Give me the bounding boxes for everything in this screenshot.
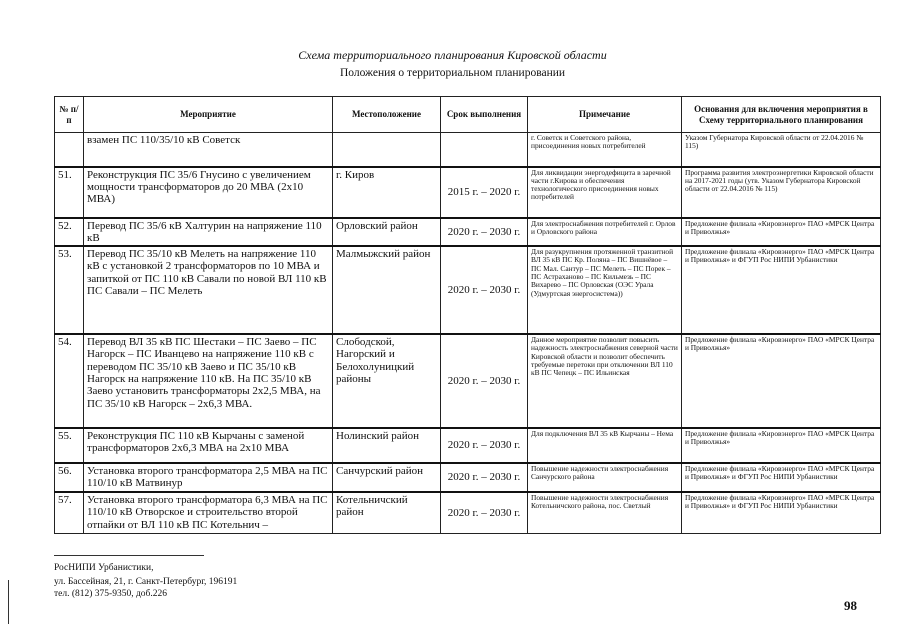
row-basis: Предложение филиала «Кировэнерго» ПАО «МРСК Центра и Приволжья» и ФГУП Рос НИПИ Урбанистики [682, 492, 881, 533]
row-location: Котельничский район [333, 492, 441, 533]
col-header-number: № п/п [55, 97, 84, 133]
row-event: Перевод ВЛ 35 кВ ПС Шестаки – ПС Заево – ПС Нагорск – ПС Иванцево на напряжение 110 кВ с переводом ПС 35/10 кВ Заево и ПС 35/10 кВ Нагорск на напряжение 110 кВ. На ПС 35/10 кВ Заево установить трансформаторы 2х2,5 МВА, на ПС 35/10 кВ Нагорск – 2х6,3 МВА. [84, 334, 333, 428]
row-basis: Предложение филиала «Кировэнерго» ПАО «МРСК Центра и Приволжья» и ФГУП Рос НИПИ Урбанистики [682, 463, 881, 492]
col-header-basis: Основания для включения мероприятия в Схему территориального планирования [682, 97, 881, 133]
row-term [441, 133, 528, 167]
row-note: Повышение надежности электроснабжения Котельничского района, пос. Светлый [528, 492, 682, 533]
row-note: Повышение надежности электроснабжения Санчурского района [528, 463, 682, 492]
row-basis: Предложение филиала «Кировэнерго» ПАО «МРСК Центра и Приволжья» и ФГУП Рос НИПИ Урбанистики [682, 246, 881, 334]
table-row [55, 218, 881, 247]
col-header-term: Срок выполнения [441, 97, 528, 133]
col-header-location: Местоположение [333, 97, 441, 133]
table-row [55, 428, 881, 463]
row-basis: Предложение филиала «Кировэнерго» ПАО «МРСК Центра и Приволжья» [682, 334, 881, 428]
row-event: Установка второго трансформатора 2,5 МВА на ПС 110/10 кВ Матвинур [84, 463, 333, 492]
row-basis: Программа развития электроэнергетики Кировской области на 2017-2021 годы (утв. Указом Губернатора Кировской области от 22.04.2016 № 115) [682, 167, 881, 218]
row-term: 2015 г. – 2020 г. [441, 167, 528, 218]
row-number: 54. [55, 334, 84, 428]
table-row [55, 133, 881, 167]
row-term: 2020 г. – 2030 г. [441, 428, 528, 463]
row-note: Для электроснабжения потребителей г. Орлов и Орловского района [528, 218, 682, 247]
footer-address: ул. Бассейная, 21, г. Санкт-Петербург, 196191 [54, 577, 238, 587]
table-row [55, 334, 881, 428]
row-basis: Указом Губернатора Кировской области от 22.04.2016 № 115) [682, 133, 881, 167]
row-note: Для ликвидации энергодефицита в заречной части г.Кирова и обеспечения технологического присоединения новых потребителей [528, 167, 682, 218]
page-number: 98 [844, 598, 857, 613]
row-term: 2020 г. – 2030 г. [441, 334, 528, 428]
row-location: Малмыжский район [333, 246, 441, 334]
row-term: 2020 г. – 2030 г. [441, 218, 528, 247]
row-term: 2020 г. – 2030 г. [441, 492, 528, 533]
row-basis: Предложение филиала «Кировэнерго» ПАО «МРСК Центра и Приволжья» [682, 428, 881, 463]
row-event: Реконструкция ПС 35/6 Гнусино с увеличением мощности трансформаторов до 20 МВА (2х10 МВА) [84, 167, 333, 218]
row-note: Данное мероприятие позволит повысить надежность электроснабжения северной части Кировской области и позволит обеспечить требуемые перетоки при отключении ВЛ 110 кВ ПС Чепецк – ПС Ильинская [528, 334, 682, 428]
col-header-event: Мероприятие [84, 97, 333, 133]
document-title: Схема территориального планирования Кировской области [298, 48, 607, 62]
row-event: Установка второго трансформатора 6,3 МВА на ПС 110/10 кВ Отворское и строительство второй отпайки от ВЛ 110 кВ ПС Котельнич – [84, 492, 333, 533]
table-row [55, 246, 881, 334]
row-number: 55. [55, 428, 84, 463]
row-note: г. Советск и Советского района, присоединения новых потребителей [528, 133, 682, 167]
table-row [55, 492, 881, 533]
row-basis: Предложение филиала «Кировэнерго» ПАО «МРСК Центра и Приволжья» [682, 218, 881, 247]
table-header-row [55, 97, 881, 133]
row-note: Для разукрупнения протяженной транзитной ВЛ 35 кВ ПС Кр. Поляна – ПС Вишнёвое – ПС Мал. Сантур – ПС Мелеть – ПС Порек – ПС Астраханово – ПС Кильмезь – ПС Вихарево – ПС Орловская (ОЭС Урала (Удмуртская энергосистема)) [528, 246, 682, 334]
row-event: Перевод ПС 35/10 кВ Мелеть на напряжение 110 кВ с установкой 2 трансформаторов по 10 МВА и запиткой от ПС 110 кВ Савали по новой ВЛ 110 кВ ПС Савали – ПС Мелеть [84, 246, 333, 334]
table-row [55, 463, 881, 492]
row-location: Санчурский район [333, 463, 441, 492]
row-number: 53. [55, 246, 84, 334]
row-number: 57. [55, 492, 84, 533]
row-location: Орловский район [333, 218, 441, 247]
row-number: 52. [55, 218, 84, 247]
row-note: Для подключения ВЛ 35 кВ Кырчаны – Нема [528, 428, 682, 463]
row-term: 2020 г. – 2030 г. [441, 463, 528, 492]
row-event: взамен ПС 110/35/10 кВ Советск [84, 133, 333, 167]
col-header-note: Примечание [528, 97, 682, 133]
row-location [333, 133, 441, 167]
row-event: Перевод ПС 35/6 кВ Халтурин на напряжение 110 кВ [84, 218, 333, 247]
row-number: 51. [55, 167, 84, 218]
table-row [55, 167, 881, 218]
row-event: Реконструкция ПС 110 кВ Кырчаны с заменой трансформаторов 2х6,3 МВА на 2х10 МВА [84, 428, 333, 463]
margin-line [8, 580, 9, 624]
footer-phone: тел. (812) 375-9350, доб.226 [54, 589, 168, 599]
row-location: г. Киров [333, 167, 441, 218]
row-location: Нолинский район [333, 428, 441, 463]
row-term: 2020 г. – 2030 г. [441, 246, 528, 334]
document-subtitle: Положения о территориальном планировании [339, 67, 566, 79]
measures-table [54, 96, 881, 534]
row-location: Слободской, Нагорский и Белохолуницкий районы [333, 334, 441, 428]
footer-org: РосНИПИ Урбанистики, [54, 563, 154, 573]
row-number [55, 133, 84, 167]
row-number: 56. [55, 463, 84, 492]
footer-divider [54, 555, 204, 556]
